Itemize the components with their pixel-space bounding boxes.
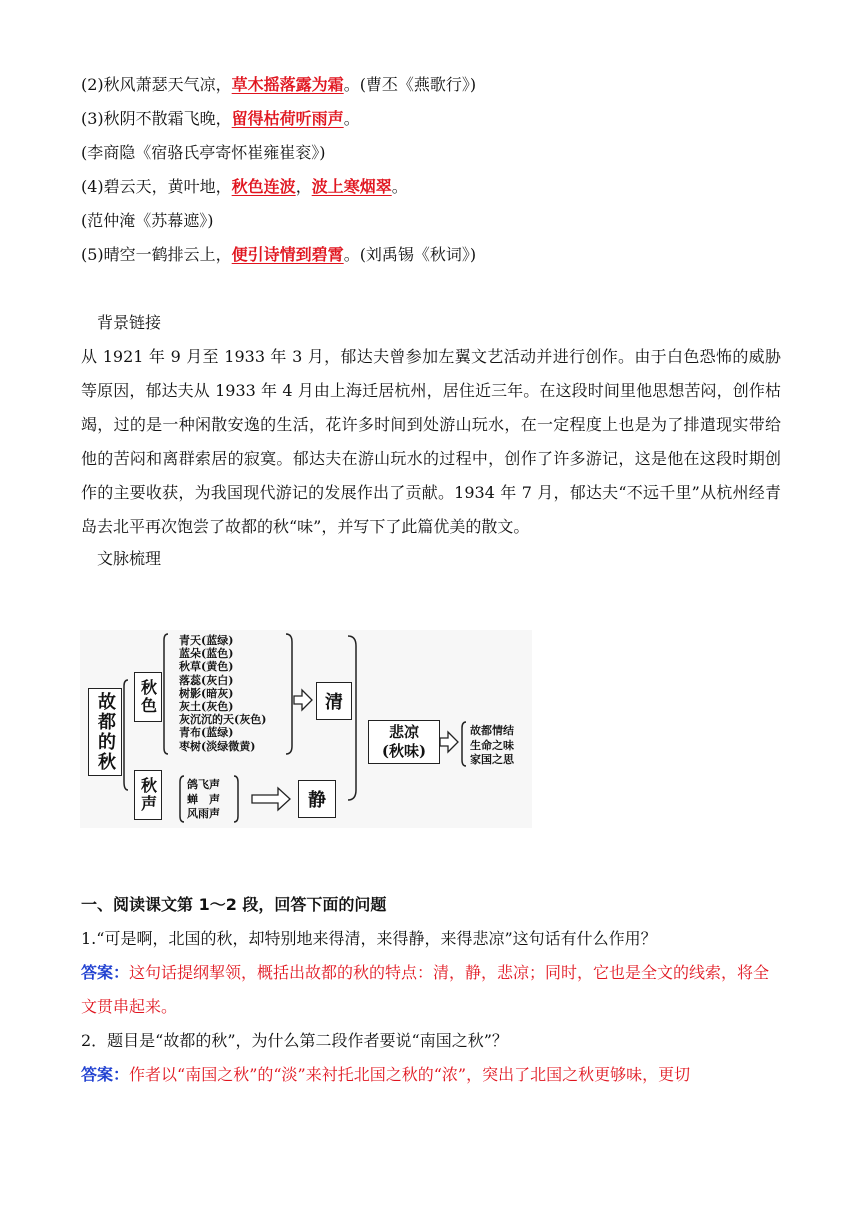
colors-item: 落蕊(灰白)	[179, 673, 234, 687]
poem-source: 。(曹丕《燕歌行》)	[343, 75, 477, 94]
diagram-qing-box: 清	[316, 682, 352, 720]
poem-answer: 草木摇落露为霜	[231, 75, 344, 94]
answer-1	[81, 956, 781, 1024]
diagram-title-box: 故都的秋	[88, 688, 122, 776]
poem-source-4	[81, 204, 214, 238]
poem-text: (3)秋阴不散霜飞晚，	[81, 109, 232, 128]
question-1: 1.“可是啊，北国的秋，却特别地来得清，来得静，来得悲凉”这句话有什么作用？	[81, 929, 657, 948]
diagram-qiuwei-label: (秋味)	[381, 742, 427, 760]
question-2: 2．题目是“故都的秋”，为什么第二段作者要说“南国之秋”？	[81, 1031, 508, 1050]
poem-answer: 秋色连波	[231, 177, 296, 196]
structure-diagram	[80, 630, 532, 828]
answer-text: 作者以“南国之秋”的“淡”来衬托北国之秋的“浓”，突出了北国之秋更够味，更切	[129, 1065, 691, 1084]
background-heading: 背景链接	[97, 313, 162, 332]
colors-item: 灰土(灰色)	[179, 700, 234, 714]
answer-label: 答案：	[81, 1065, 130, 1084]
poem-source: (范仲淹《苏幕遮》)	[81, 211, 214, 230]
sounds-item: 蝉 声	[187, 792, 220, 806]
answer-2	[81, 1058, 690, 1092]
colors-item: 青天(蓝绿)	[179, 634, 234, 647]
meanings-item: 故都情结	[470, 724, 514, 737]
poem-source: 。	[343, 109, 360, 128]
meanings-item: 生命之味	[470, 738, 514, 752]
colors-item: 树影(暗灰)	[179, 686, 234, 700]
poem-source: 。(刘禹锡《秋词》)	[343, 245, 477, 264]
poem-line-5	[81, 238, 476, 272]
diagram-sound-list	[187, 778, 220, 822]
poem-line-2	[81, 68, 476, 102]
poem-line-4	[81, 170, 408, 204]
diagram-qiuse-box: 秋色	[134, 672, 162, 722]
colors-item: 蓝朵(蓝色)	[179, 647, 234, 661]
poem-answer: 波上寒烟翠	[311, 177, 392, 196]
diagram-beiliang-label: 悲凉	[388, 723, 419, 741]
background-text: 从 1921 年 9 月至 1933 年 3 月，郁达夫曾参加左翼文艺活动并进行创作。由于白色恐怖的威胁等原因，郁达夫从 1933 年 4 月由上海迁居杭州，居住近三年。在这段时间里他思想苦闷，创作枯竭，过的是一种闲散安逸的生活，花许多时间到处游山玩水，在一定程度上也是为了排遣现实带给他的苦闷和离群索居的寂寞。郁达夫在游山玩水的过程中，创作了许多游记，这是他在这段时期创作的主要收获，为我国现代游记的发展作出了贡献。1934 年 7 月，郁达夫“不远千里”从杭州经青岛去北平再次饱尝了故都的秋“味”，并写下了此篇优美的散文。	[81, 347, 781, 536]
answer-text: 这句话提纲挈领，概括出故都的秋的特点：清，静，悲凉；同时，它也是全文的线索，将全文贯串起来。	[81, 963, 770, 1016]
answer-label: 答案：	[81, 963, 130, 982]
diagram-jing-box: 静	[298, 780, 336, 818]
colors-item: 秋草(黄色)	[179, 660, 234, 674]
poem-source: (李商隐《宿骆氏亭寄怀崔雍崔衮》)	[81, 143, 326, 162]
structure-heading: 文脉梳理	[97, 549, 162, 568]
colors-item: 灰沉沉的天(灰色)	[179, 713, 267, 727]
poem-line-3	[81, 102, 360, 136]
poem-answer: 留得枯荷听雨声	[231, 109, 344, 128]
poem-text: 。	[391, 177, 408, 196]
section-heading: 一、阅读课文第 1～2 段，回答下面的问题	[81, 895, 387, 914]
colors-item: 枣树(淡绿微黄)	[179, 739, 256, 753]
diagram-meaning-list	[470, 724, 514, 768]
meanings-item: 家国之思	[470, 753, 514, 766]
diagram-color-list	[179, 634, 266, 753]
diagram-qiusheng-box: 秋声	[134, 770, 162, 820]
colors-item: 青布(蓝绿)	[179, 726, 234, 740]
sounds-item: 风雨声	[187, 807, 220, 820]
poem-text: (2)秋风萧瑟天气凉，	[81, 75, 232, 94]
sounds-item: 鸽飞声	[187, 778, 220, 791]
poem-answer: 便引诗情到碧霄	[231, 245, 344, 264]
poem-text: ，	[295, 177, 312, 196]
poem-text: (4)碧云天，黄叶地，	[81, 177, 232, 196]
poem-source-3	[81, 136, 326, 170]
poem-text: (5)晴空一鹤排云上，	[81, 245, 232, 264]
diagram-beiliang-box	[368, 720, 440, 764]
